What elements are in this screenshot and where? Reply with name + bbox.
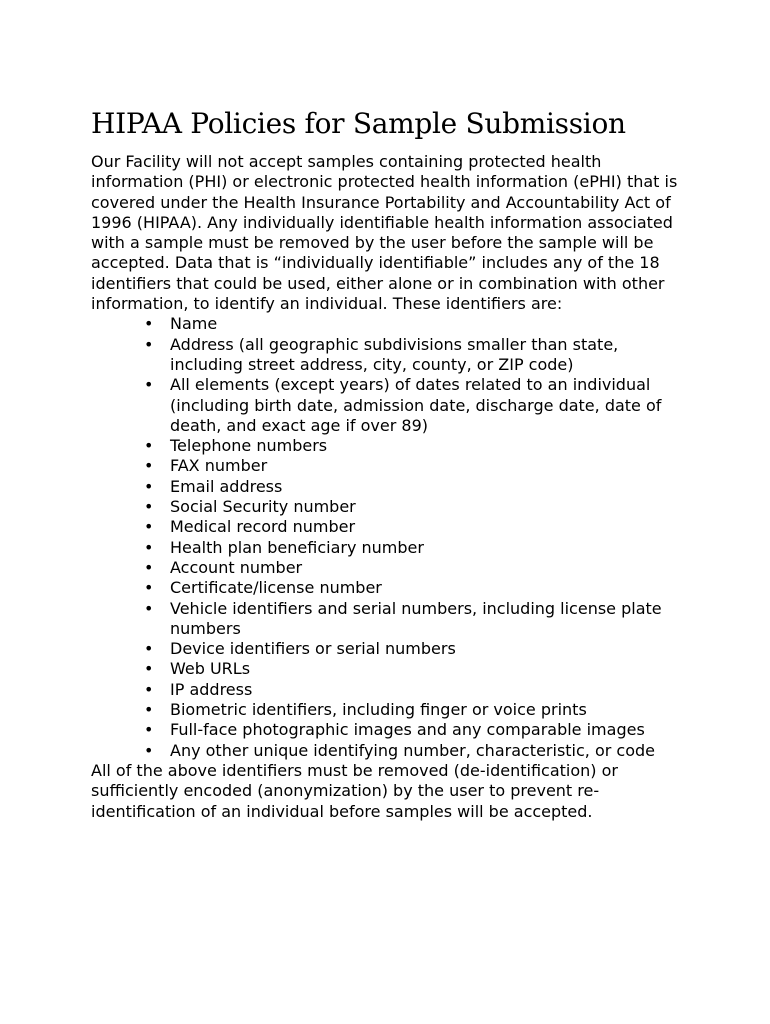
list-item: [91, 456, 691, 476]
bullet-icon: •: [144, 740, 154, 760]
page-title: HIPAA Policies for Sample Submission: [91, 107, 626, 140]
list-item: [91, 659, 691, 679]
list-item: [91, 497, 691, 517]
document-page: [91, 106, 691, 822]
bullet-icon: •: [144, 720, 154, 740]
list-item-text: IP address: [170, 679, 253, 699]
bullet-icon: •: [144, 639, 154, 659]
list-item: [91, 680, 691, 700]
bullet-icon: •: [144, 598, 154, 618]
list-item: [91, 538, 691, 558]
list-item-text: Full-face photographic images and any comparable images: [170, 720, 645, 740]
list-item: [91, 558, 691, 578]
list-item: [91, 578, 691, 598]
bullet-icon: •: [144, 679, 154, 699]
bullet-icon: •: [144, 456, 154, 476]
list-item: [91, 639, 691, 659]
intro-paragraph: Our Facility will not accept samples containing protected health information (PHI) or electronic protected health information (ePHI) that is covered under the Health Insurance Portability and Accountability Act of 1996 (HIPAA). Any individually identifiable health information associated with a sample must be removed by the user before the sample will be accepted. Data that is “individually identifiable” includes any of the 18 identifiers that could be used, either alone or in combination with other information, to identify an individual. These identifiers are:: [91, 152, 678, 314]
list-item-text: Certificate/license number: [170, 578, 382, 598]
list-item-text: Account number: [170, 557, 303, 577]
list-item: [91, 700, 691, 720]
list-item-text: Health plan beneficiary number: [170, 537, 424, 557]
list-item-text: Medical record number: [170, 517, 356, 537]
list-item-text: Social Security number: [170, 497, 356, 517]
list-item-text: Telephone numbers: [170, 436, 328, 456]
bullet-icon: •: [144, 659, 154, 679]
bullet-icon: •: [144, 700, 154, 720]
bullet-icon: •: [144, 314, 154, 334]
list-item: [91, 741, 691, 761]
list-item-text: All elements (except years) of dates related to an individual (including birth date, admission date, discharge date, date of death, and exact age if over 89): [170, 375, 662, 435]
list-item: [91, 436, 691, 456]
bullet-icon: •: [144, 436, 154, 456]
list-item-text: Biometric identifiers, including finger or voice prints: [170, 700, 587, 720]
list-item: [91, 599, 691, 640]
list-item-text: Any other unique identifying number, characteristic, or code: [170, 740, 655, 760]
bullet-icon: •: [144, 375, 154, 395]
list-item-text: Email address: [170, 476, 283, 496]
identifier-list: [91, 314, 691, 761]
bullet-icon: •: [144, 557, 154, 577]
bullet-icon: •: [144, 476, 154, 496]
list-item: [91, 477, 691, 497]
bullet-icon: •: [144, 537, 154, 557]
list-item-text: Vehicle identifiers and serial numbers, including license plate numbers: [170, 598, 662, 638]
list-item: [91, 335, 691, 376]
conclusion-paragraph: All of the above identifiers must be removed (de-identification) or sufficiently encoded (anonymization) by the user to prevent re-identification of an individual before samples will be accepted.: [91, 760, 618, 821]
bullet-icon: •: [144, 497, 154, 517]
bullet-icon: •: [144, 517, 154, 537]
list-item: [91, 314, 691, 334]
list-item-text: FAX number: [170, 456, 268, 476]
list-item: [91, 375, 691, 436]
list-item-text: Name: [170, 314, 218, 334]
list-item-text: Device identifiers or serial numbers: [170, 639, 456, 659]
bullet-icon: •: [144, 578, 154, 598]
list-item-text: Address (all geographic subdivisions smaller than state, including street address, city, county, or ZIP code): [170, 334, 619, 374]
bullet-icon: •: [144, 334, 154, 354]
list-item: [91, 720, 691, 740]
list-item-text: Web URLs: [170, 659, 251, 679]
list-item: [91, 517, 691, 537]
